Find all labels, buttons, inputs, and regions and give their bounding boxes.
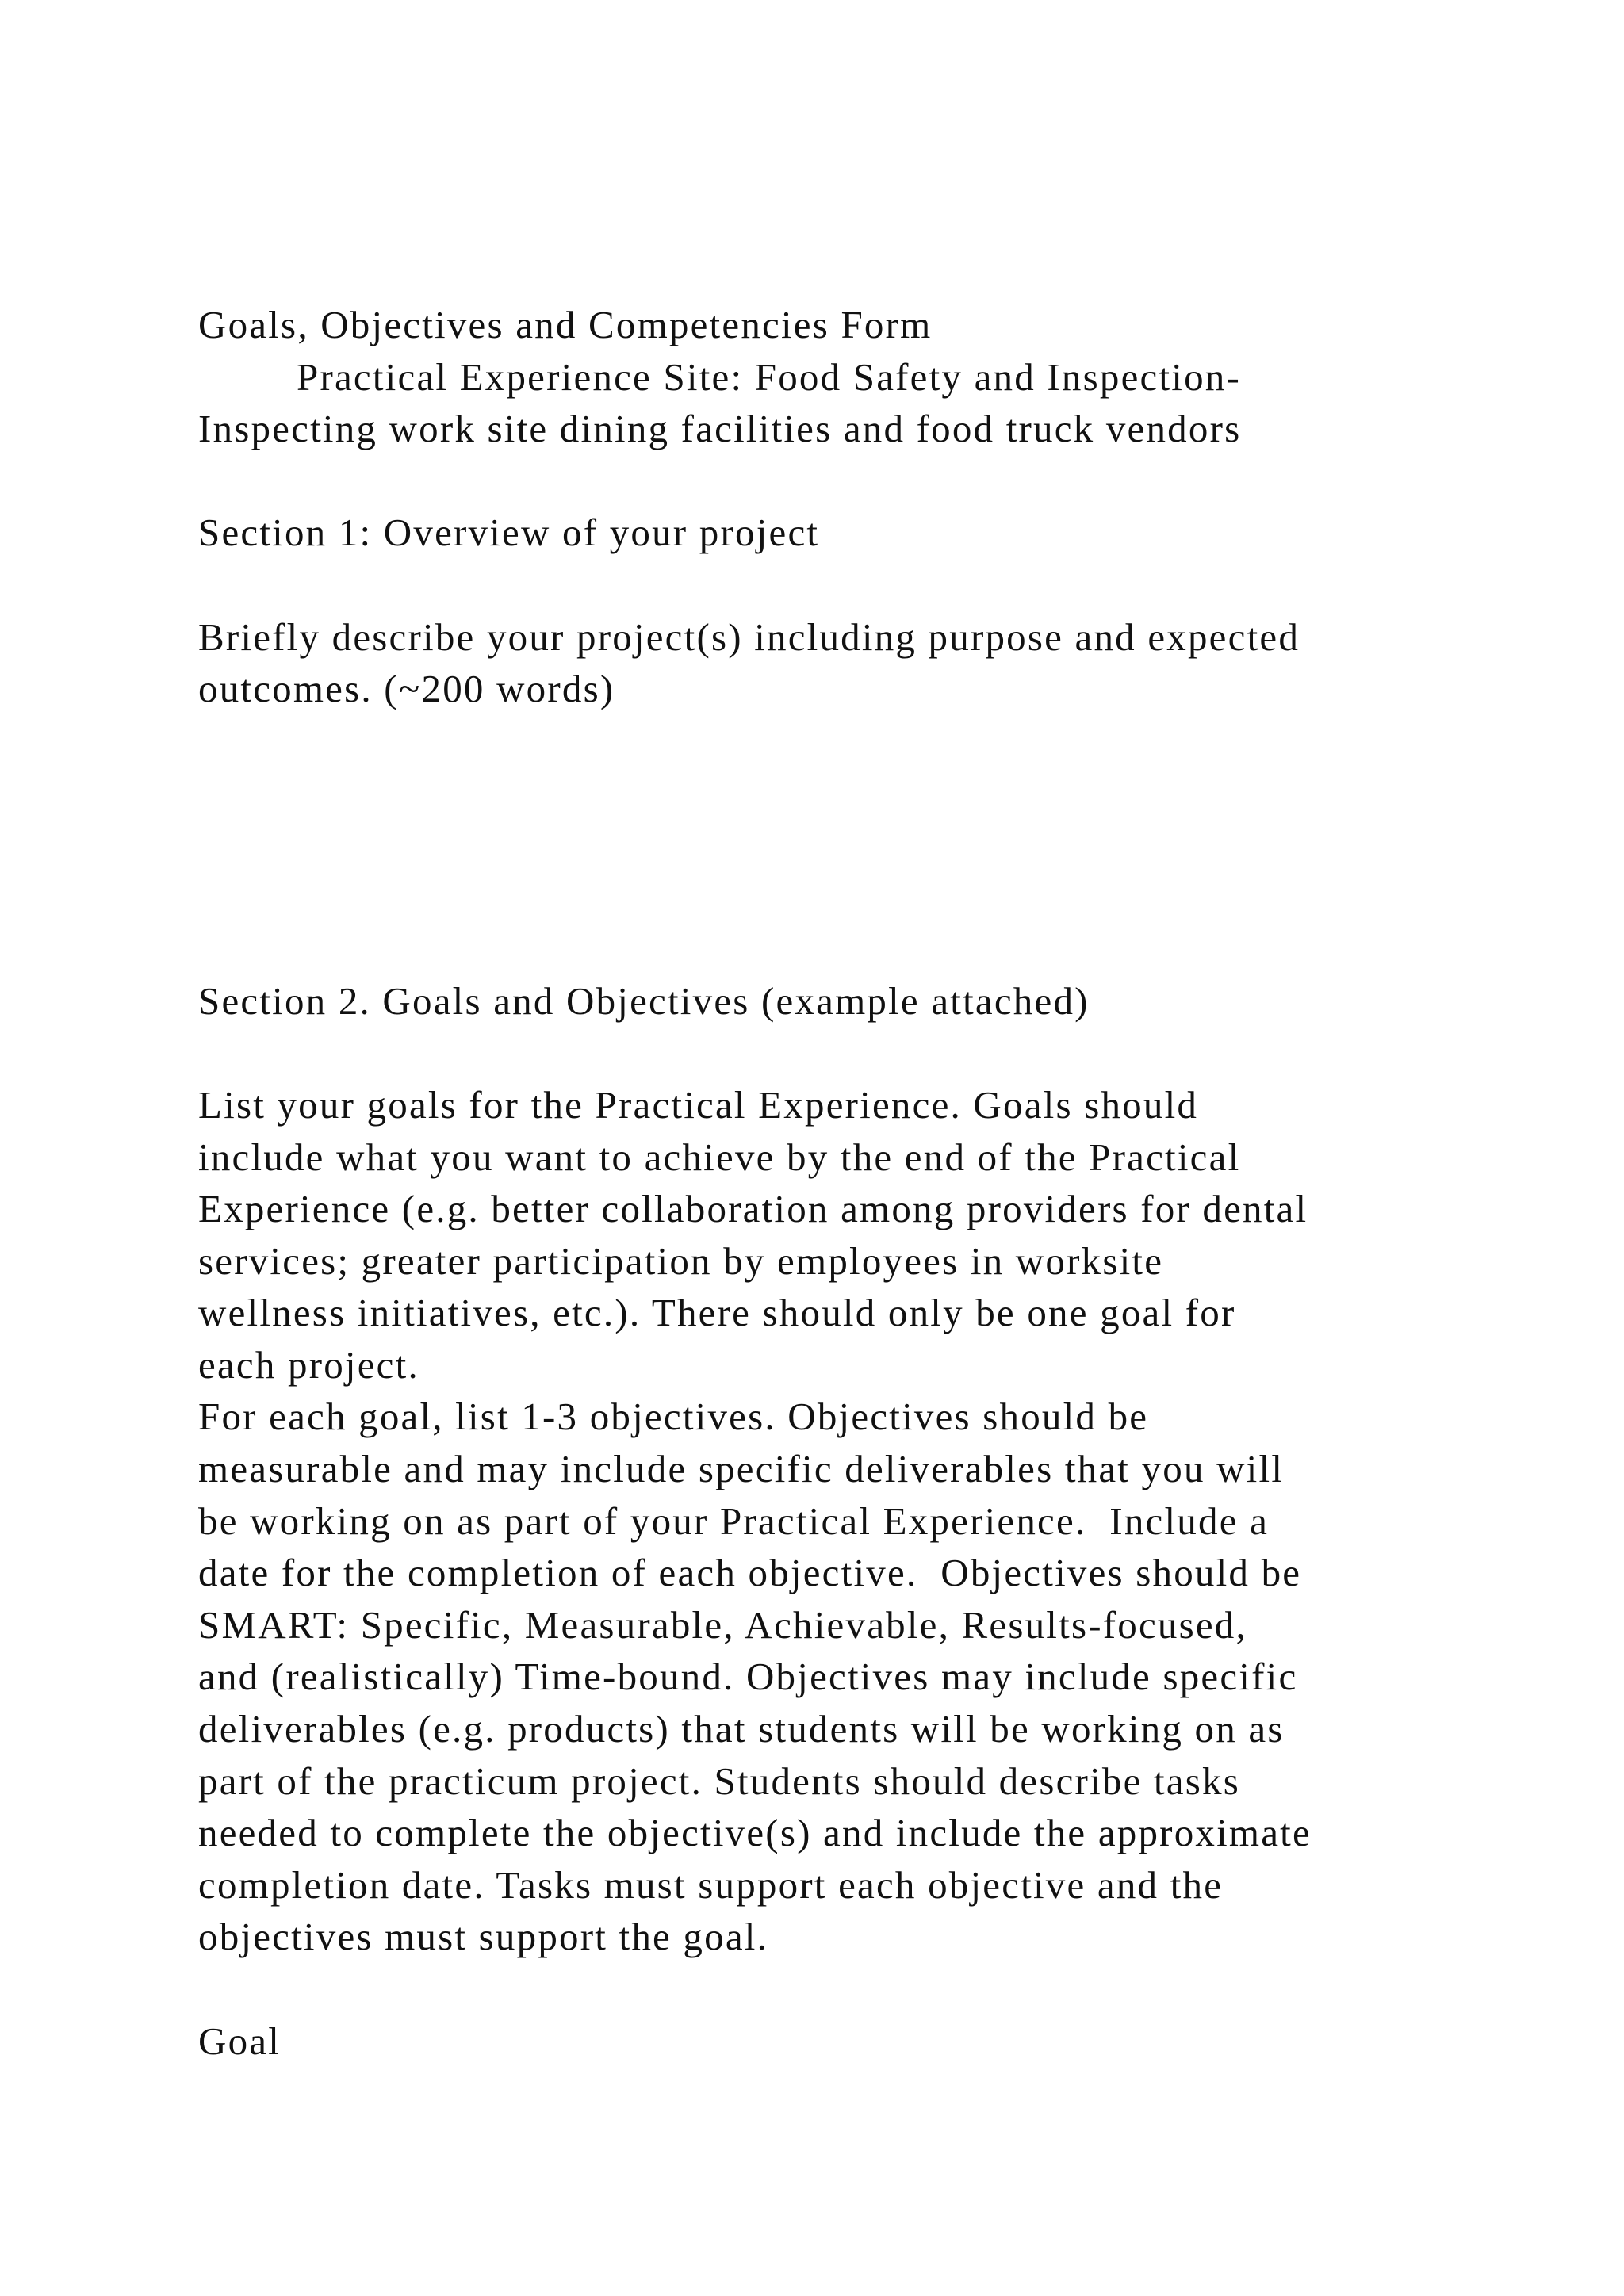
goal-label: Goal [198, 2019, 282, 2063]
section2-p1-line-3: Experience (e.g. better collaboration among providers for dental [198, 1187, 1308, 1231]
section2-p2-line-11: objectives must support the goal. [198, 1915, 769, 1959]
section2-p1-line-4: services; greater participation by employees in worksite [198, 1238, 1164, 1283]
section1-prompt-line-1: Briefly describe your project(s) including purpose and expected [198, 614, 1300, 659]
blank-line [198, 1027, 1507, 1079]
section2-p2-line-7: deliverables (e.g. products) that students will be working on as [198, 1707, 1285, 1751]
section2-p2-line-3: be working on as part of your Practical Experience. Include a [198, 1498, 1270, 1543]
section1-heading: Section 1: Overview of your project [198, 511, 820, 555]
blank-line [198, 819, 1507, 871]
site-line-2: Inspecting work site dining facilities and food truck vendors [198, 407, 1242, 451]
blank-line [198, 923, 1507, 975]
section2-heading: Section 2. Goals and Objectives (example attached) [198, 978, 1090, 1023]
document-body [198, 299, 1507, 2067]
section2-p2-line-5: SMART: Specific, Measurable, Achievable, Results-focused, [198, 1602, 1247, 1647]
blank-line [198, 559, 1507, 611]
section2-p2-line-9: needed to complete the objective(s) and include the approximate [198, 1811, 1312, 1855]
section2-p1-line-1: List your goals for the Practical Experience. Goals should [198, 1082, 1199, 1127]
blank-line [198, 767, 1507, 819]
blank-line [198, 871, 1507, 924]
form-title: Goals, Objectives and Competencies Form [198, 303, 933, 346]
section2-p2-line-6: and (realistically) Time-bound. Objectives may include specific [198, 1655, 1298, 1699]
section2-p1-line-2: include what you want to achieve by the end of the Practical [198, 1135, 1241, 1179]
section2-p2-line-2: measurable and may include specific deliverables that you will [198, 1447, 1285, 1491]
section2-p2-line-10: completion date. Tasks must support each objective and the [198, 1862, 1224, 1907]
blank-line [198, 715, 1507, 767]
section2-p2-line-1: For each goal, list 1-3 objectives. Objectives should be [198, 1395, 1149, 1439]
section2-p1-line-6: each project. [198, 1342, 419, 1387]
section1-prompt-line-2: outcomes. (~200 words) [198, 667, 615, 711]
section2-p2-line-8: part of the practicum project. Students should describe tasks [198, 1758, 1240, 1803]
blank-line [198, 1963, 1507, 2015]
section2-p1-line-5: wellness initiatives, etc.). There should only be one goal for [198, 1291, 1236, 1335]
section2-p2-line-4: date for the completion of each objective. Objectives should be [198, 1551, 1302, 1595]
site-line-1: Practical Experience Site: Food Safety and Inspection- [297, 354, 1242, 399]
blank-line [198, 455, 1507, 507]
